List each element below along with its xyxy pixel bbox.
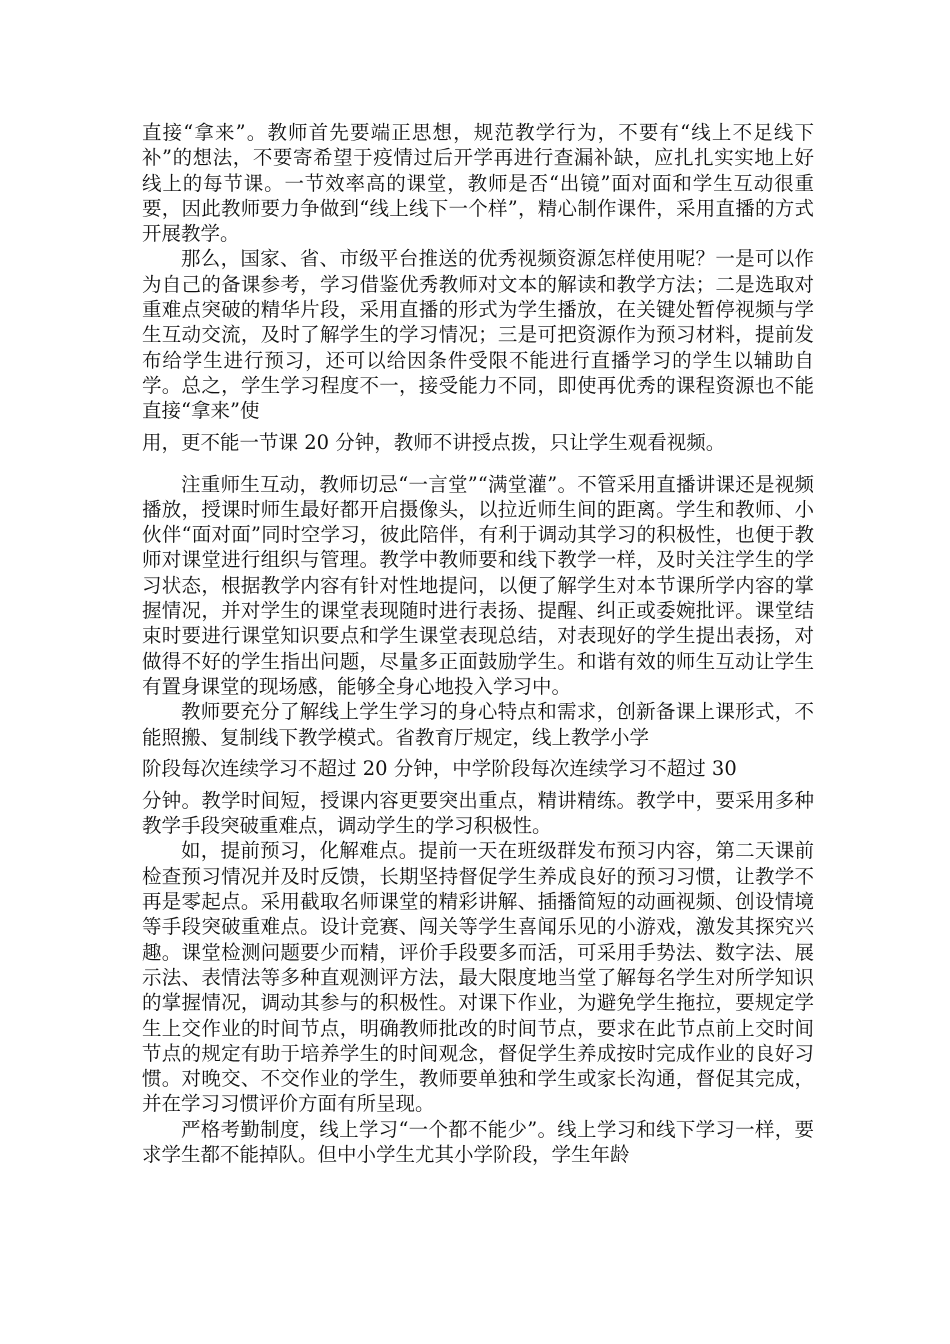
paragraph-3: 注重师生互动，教师切忌“一言堂”“满堂灌”。不管采用直播讲课还是视频播放，授课时师生最好都开启摄像头，以拉近师生间的距离。学生和教师、小伙伴“面对面”同时空学习，彼此陪伴，有利于调动其学习的积极性，也便于教师对课堂进行组织与管理。教学中教师要和线下教学一样，及时关注学生的学习状态，根据教学内容有针对性地提问，以便了解学生对本节课所学内容的掌握情况，并对学生的课堂表现随时进行表扬、提醒、纠正或委婉批评。课堂结束时要进行课堂知识要点和学生课堂表现总结，对表现好的学生提出表扬，对做得不好的学生指出问题，尽量多正面鼓励学生。和谐有效的师生互动让学生有置身课堂的现场感，能够全身心地投入学习中。 <box>142 472 814 698</box>
document-body <box>142 120 814 1167</box>
paragraph-2-tail: 用，更不能一节课 20 分钟，教师不讲授点拨，只让学生观看视频。 <box>142 430 726 454</box>
paragraph-2: 那么，国家、省、市级平台推送的优秀视频资源怎样使用呢？一是可以作为自己的备课参考，学习借鉴优秀教师对文本的解读和教学方法；二是选取对重难点突破的精华片段，采用直播的形式为学生播放，在关键处暂停视频与学生互动交流，及时了解学生的学习情况；三是可把资源作为预习材料，提前发布给学生进行预习，还可以给因条件受限不能进行直播学习的学生以辅助自学。总之，学生学习程度不一，接受能力不同，即使再优秀的课程资源也不能直接“拿来”使 <box>142 247 814 423</box>
paragraph-4-tail: 分钟。教学时间短，授课内容更要突出重点，精讲精练。教学中，要采用多种教学手段突破重难点，调动学生的学习积极性。 <box>142 788 814 838</box>
paragraph-4-line2: 阶段每次连续学习不超过 20 分钟，中学阶段每次连续学习不超过 30 <box>142 756 737 780</box>
paragraph-5: 如，提前预习，化解难点。提前一天在班级群发布预习内容，第二天课前检查预习情况并及时反馈，长期坚持督促学生养成良好的预习习惯，让教学不再是零起点。采用截取名师课堂的精彩讲解、插播简短的动画视频、创设情境等手段突破重难点。设计竞赛、闯关等学生喜闻乐见的小游戏，激发其探究兴趣。课堂检测问题要少而精，评价手段要多而活，可采用手势法、数字法、展示法、表情法等多种直观测评方法，最大限度地当堂了解每名学生对所学知识的掌握情况，调动其参与的积极性。对课下作业，为避免学生拖拉，要规定学生上交作业的时间节点，明确教师批改的时间节点，要求在此节点前上交时间节点的规定有助于培养学生的时间观念，督促学生养成按时完成作业的良好习惯。对晚交、不交作业的学生，教师要单独和学生或家长沟通，督促其完成，并在学习习惯评价方面有所呈现。 <box>142 839 814 1116</box>
paragraph-6: 严格考勤制度，线上学习“一个都不能少”。线上学习和线下学习一样，要求学生都不能掉队。但中小学生尤其小学阶段，学生年龄 <box>142 1117 814 1166</box>
paragraph-1: 直接“拿来”。教师首先要端正思想，规范教学行为，不要有“线上不足线下补”的想法，不要寄希望于疫情过后开学再进行查漏补缺，应扎扎实实地上好线上的每节课。一节效率高的课堂，教师是否“出镜”面对面和学生互动很重要，因此教师要力争做到“线上线下一个样”，精心制作课件，采用直播的方式开展教学。 <box>142 121 814 246</box>
paragraph-4: 教师要充分了解线上学生学习的身心特点和需求，创新备课上课形式，不能照搬、复制线下教学模式。省教育厅规定，线上教学小学 <box>142 700 814 749</box>
